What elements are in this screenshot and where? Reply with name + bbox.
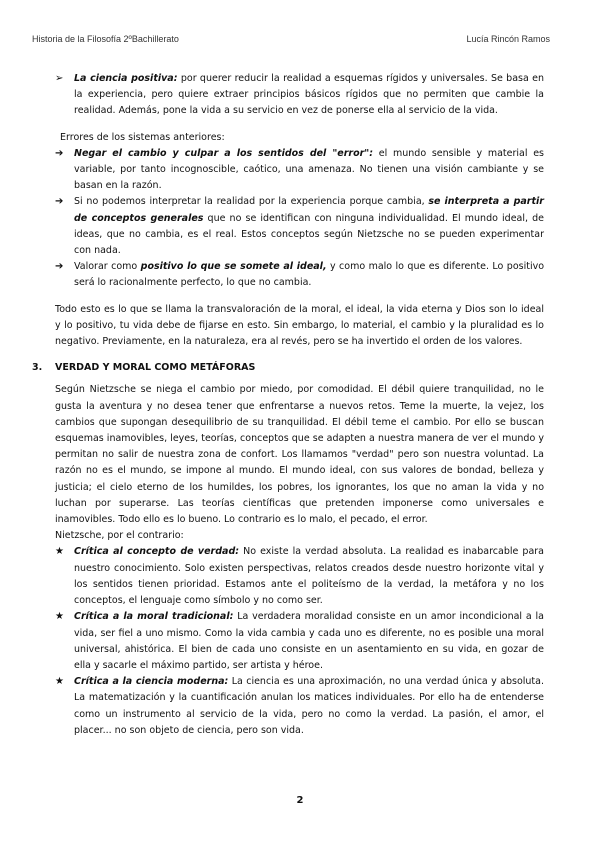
- item-text: La verdadera moralidad consiste en un amor incondicional a la vida, ser fiel a uno mismo. Como la vida cambia y cada uno es diferente, no es posible una moral universal, ahistórica. El bien de cada uno consiste en un asentamiento en su vida, en gozar de ella y sacarle el máximo partido, ser artista y héroe.: [74, 611, 544, 671]
- item-title: Crítica a la moral tradicional:: [74, 611, 234, 623]
- item-text: Valorar como: [74, 261, 141, 273]
- star-bullet-icon: ★: [55, 676, 64, 688]
- page-number: 2: [296, 795, 304, 806]
- star-bullet-icon: ★: [55, 611, 64, 623]
- item-emphasis: se interpreta a partir de conceptos generales: [74, 196, 544, 224]
- header-author: Lucía Rincón Ramos: [466, 34, 550, 44]
- section-number: 3.: [32, 362, 43, 374]
- list-item-critica: [55, 609, 544, 674]
- item-text: Si no podemos interpretar la realidad por la experiencia porque cambia,: [74, 196, 429, 208]
- item-text: La ciencia es una aproximación, no una verdad única y absoluta. La matematización y la cuantificación anulan los matices individuales. Por ello ha de entenderse como un instrumento al servicio de la vida, pero no como la verdad. La pasión, el amor, el placer... no son objeto de ciencia, pero son vida.: [74, 676, 545, 736]
- transvaloracion-paragraph: Todo esto es lo que se llama la transvaloración de la moral, el ideal, la vida eterna y Dios son lo ideal y lo positivo, tu vida debe de fijarse en esto. Sin embargo, lo material, el cambio y la pluralidad es lo negativo. Previamente, en la naturaleza, era al revés, pero se ha invertido el orden de los valores.: [55, 303, 544, 348]
- list-item-error: [55, 259, 544, 291]
- list-item-error: [55, 146, 544, 195]
- page-content: [32, 71, 545, 739]
- contrary-intro: Nietzsche, por el contrario:: [55, 530, 184, 542]
- section-paragraph: Según Nietzsche se niega el cambio por miedo, por comodidad. El débil quiere tranquilidad, no le gusta la aventura y no desea tener que enfrentarse a nuevos retos. Teme la muerte, la vejez, los cambios que supongan desequilibrio de su tranquilidad. El débil teme el cambio. Por ello se buscan esquemas inamovibles, leyes, teorías, conceptos que se adapten a nuestra manera de ver el mundo y permitan no salir de nuestra zona de confort. Los llamamos "verdad" pero son nuestra voluntad. La razón no es el mundo, se impone al mundo. El mundo ideal, con sus valores de bondad, belleza y justicia; el cielo eterno de los humildes, los pobres, los ignorantes, los que no aman la vida y no luchan por superarse. Las teorías científicas que pretenden imponerse como universales e inamovibles. Todo ello es lo bueno. Lo contrario es lo malo, el pecado, el error.: [55, 384, 544, 526]
- arrow-bullet-icon: ➔: [55, 147, 64, 159]
- item-text: el mundo sensible y material es variable, por tanto incognoscible, caótico, una amenaza. No tienen una visión cambiante y se basan en la razón.: [74, 147, 545, 192]
- list-item-critica: [55, 544, 544, 609]
- star-bullet-icon: ★: [55, 546, 64, 558]
- arrowhead-bullet-icon: ➢: [55, 73, 64, 84]
- item-title: Crítica a la ciencia moderna:: [74, 676, 229, 688]
- list-item-ciencia-positiva: [55, 71, 544, 120]
- section-heading: [32, 360, 544, 376]
- arrow-bullet-icon: ➔: [55, 196, 64, 208]
- item-title: Negar el cambio y culpar a los sentidos del "error":: [74, 147, 374, 159]
- section-title: VERDAD Y MORAL COMO METÁFORAS: [55, 362, 256, 374]
- item-title: La ciencia positiva:: [74, 73, 178, 84]
- header-course: Historia de la Filosofía 2ºBachillerato: [32, 34, 179, 44]
- item-text: por querer reducir la realidad a esquemas rígidos y universales. Se basa en la experiencia, pero quiere extraer principios básicos rígidos que no permiten que cambie la realidad. Además, pone la vida a su servicio en vez de ponerse ella al servicio de la vida.: [74, 73, 544, 117]
- item-text: y como malo lo que es diferente. Lo positivo será lo racionalmente perfecto, lo que no cambia.: [74, 261, 545, 289]
- list-item-critica: [55, 674, 544, 739]
- arrow-bullet-icon: ➔: [55, 261, 64, 273]
- item-text: No existe la verdad absoluta. La realidad es inabarcable para nuestro conocimiento. Solo existen perspectivas, relatos creados desde nuestro horizonte vital y los sentidos tienen prioridad. Estamos ante el politeísmo de la verdad, la metáfora y no los conceptos, el lenguaje como símbolo y no como ser.: [74, 546, 544, 607]
- item-title: Crítica al concepto de verdad:: [74, 546, 240, 558]
- errors-intro: Errores de los sistemas anteriores:: [60, 131, 225, 143]
- item-text: que no se identifican con ninguna individualidad. El mundo ideal, de ideas, que no cambia, es el real. Estos conceptos según Nietzsche no se pueden experimentar con nada.: [74, 212, 544, 257]
- list-item-error: [55, 194, 544, 259]
- item-emphasis: positivo lo que se somete al ideal,: [140, 261, 327, 273]
